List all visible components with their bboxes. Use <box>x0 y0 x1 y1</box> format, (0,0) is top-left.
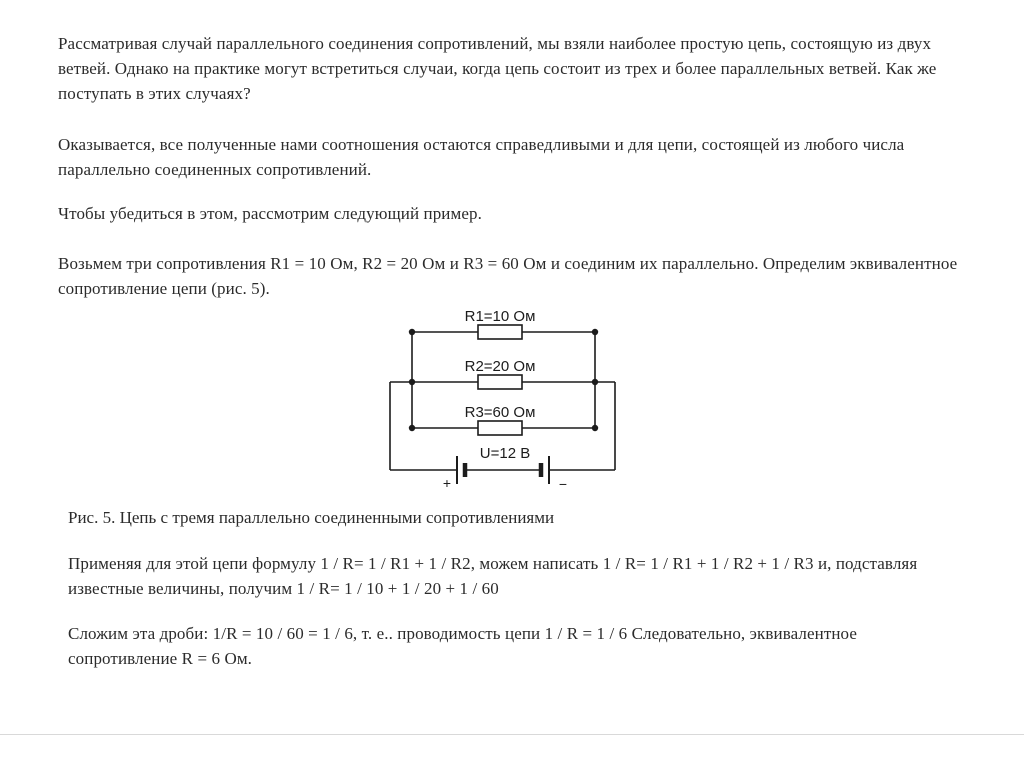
resistor-r2 <box>478 375 522 389</box>
footer-divider <box>0 734 1024 735</box>
junction-dot <box>592 329 598 335</box>
paragraph-intro: Рассматривая случай параллельного соединения сопротивлений, мы взяли наиболее простую цепь, состоящую из двух ветвей. Однако на практике могут встретиться случаи, когда цепь состоит из трех и более параллельных ветвей. Как же поступать в этих случаях? <box>58 34 937 103</box>
paragraph-statement: Оказывается, все полученные нами соотношения остаются справедливыми и для цепи, состоящей из любого числа параллельно соединенных сопротивлений. <box>58 135 905 179</box>
resistor-r1 <box>478 325 522 339</box>
plus-sign: + <box>442 475 452 491</box>
voltage-label: U=12 В <box>479 445 531 462</box>
junction-dot <box>592 425 598 431</box>
junction-dot <box>409 329 415 335</box>
junction-dot <box>409 425 415 431</box>
resistor-r3 <box>478 421 522 435</box>
resistor-r2-label: R2=20 Ом <box>464 358 536 375</box>
paragraph-formula: Применяя для этой цепи формулу 1 / R= 1 / R1 + 1 / R2, можем написать 1 / R= 1 / R1 + 1 / R2 + 1 / R3 и, подставляя известные величины, получим 1 / R= 1 / 10 + 1 / 20 + 1 / 60 <box>68 554 918 598</box>
minus-sign: − <box>558 476 568 492</box>
junction-dot <box>592 379 598 385</box>
resistor-r3-label: R3=60 Ом <box>464 404 536 421</box>
paragraph-result: Сложим эта дроби: 1/R = 10 / 60 = 1 / 6, т. е.. проводимость цепи 1 / R = 1 / 6 Следовательно, эквивалентное сопротивление R = 6 Ом. <box>68 624 858 668</box>
junction-dot <box>409 379 415 385</box>
figure-caption: Рис. 5. Цепь с тремя параллельно соединенными сопротивлениями <box>68 508 555 527</box>
paragraph-problem: Возьмем три сопротивления R1 = 10 Ом, R2 = 20 Ом и R3 = 60 Ом и соединим их параллельно. Определим эквивалентное сопротивление цепи (рис. 5). <box>58 254 958 298</box>
circuit-diagram <box>383 298 633 498</box>
paragraph-example-lead: Чтобы убедиться в этом, рассмотрим следующий пример. <box>58 204 482 223</box>
circuit-figure <box>383 298 633 498</box>
resistor-r1-label: R1=10 Ом <box>464 308 536 325</box>
